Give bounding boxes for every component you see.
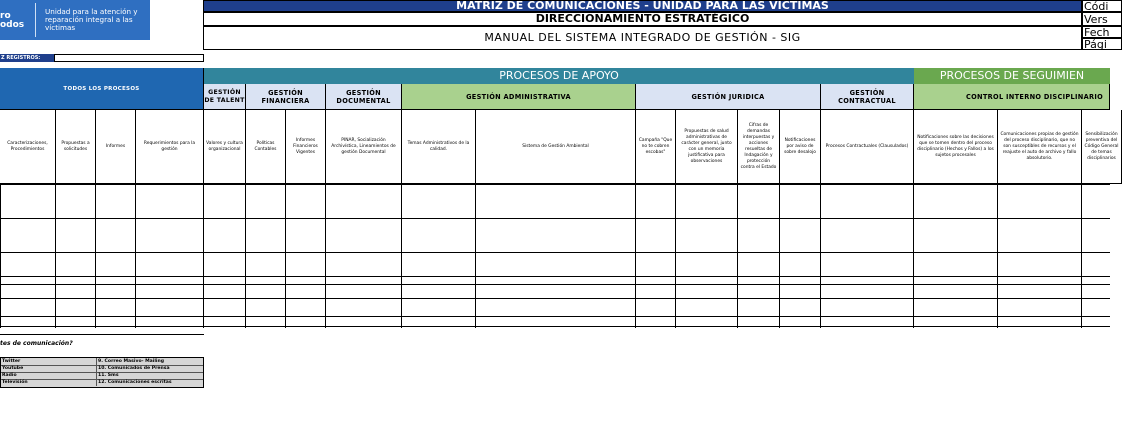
grid-column-line bbox=[1081, 184, 1082, 328]
logo-text-left: ro odos bbox=[0, 11, 25, 30]
grid-column-line bbox=[779, 184, 780, 328]
meta-page[interactable]: Pági bbox=[1082, 38, 1122, 50]
legend-item[interactable]: 12. Comunicaciones escritas bbox=[98, 380, 172, 385]
grid-column-line bbox=[475, 184, 476, 328]
meta-date[interactable]: Fech bbox=[1082, 26, 1122, 38]
grid-column-line bbox=[245, 184, 246, 328]
legend-item[interactable]: Twitter bbox=[1, 358, 97, 366]
grid-column-line bbox=[737, 184, 738, 328]
legend-item[interactable]: 11. Sms bbox=[97, 372, 203, 380]
subheader-cell[interactable]: PINAR, Socialización Archivística, Lineamientos de gestión Documental bbox=[326, 110, 402, 184]
subheader-cell[interactable]: Sistema de Gestión Ambiental bbox=[476, 110, 636, 184]
grid-row-line bbox=[0, 184, 1110, 185]
grid-row-line bbox=[0, 284, 1110, 285]
grid-column-line bbox=[95, 184, 96, 328]
grid-row-line bbox=[0, 326, 1110, 327]
logo bbox=[0, 0, 150, 40]
grid-row-line bbox=[0, 276, 1110, 277]
legend-item[interactable]: Televisión bbox=[1, 379, 97, 386]
grid-column-line bbox=[135, 184, 136, 328]
logo-text-right: Unidad para la atención y reparación integral a las víctimas bbox=[45, 7, 138, 32]
legend-item[interactable]: Youtube bbox=[1, 365, 97, 373]
meta-version[interactable]: Vers bbox=[1082, 12, 1122, 26]
group-juridica[interactable]: GESTIÓN JURIDICA bbox=[636, 84, 821, 110]
subheader-cell[interactable]: Cifras de demandas interpuestas y acciones resueltas de Indagación y protección contra el Estado bbox=[738, 110, 780, 184]
legend-item[interactable]: 10. Comunicados de Prensa bbox=[97, 365, 203, 373]
subheader-cell[interactable]: Propuestas de salud administrativas de carácter general, junto con un memoria justificativa para observaciones bbox=[676, 110, 738, 184]
grid-column-line bbox=[0, 184, 1, 328]
subheader-cell[interactable]: Caracterizaciones, Procedimientos bbox=[0, 110, 56, 184]
grid-row-line bbox=[0, 218, 1110, 219]
legend-title: tes de comunicación? bbox=[0, 340, 73, 347]
section-seguimiento[interactable]: PROCESOS DE SEGUIMIEN bbox=[914, 68, 1110, 84]
legend-divider bbox=[0, 334, 204, 335]
legend-item[interactable]: Radio bbox=[1, 372, 97, 380]
subheader-cell[interactable]: Temas Administrativos de la calidad. bbox=[402, 110, 476, 184]
group-financiera[interactable]: GESTIÓN FINANCIERA bbox=[246, 84, 326, 110]
grid-column-line bbox=[401, 184, 402, 328]
section-apoyo[interactable]: PROCESOS DE APOYO bbox=[204, 68, 914, 84]
subheader-cell[interactable]: Políticas Contables bbox=[246, 110, 286, 184]
group-contractual[interactable]: GESTIÓN CONTRACTUAL bbox=[821, 84, 914, 110]
group-administrativa[interactable]: GESTIÓN ADMINISTRATIVA bbox=[402, 84, 636, 110]
legend-item[interactable]: 9. Correo Masivo- Mailing bbox=[97, 358, 203, 366]
grid-column-line bbox=[635, 184, 636, 328]
legend-table bbox=[0, 357, 204, 388]
subheader-cell[interactable]: Propuestas a solicitudes bbox=[56, 110, 96, 184]
subheader-cell[interactable]: Campaña "Que no te cobren escobas" bbox=[636, 110, 676, 184]
grid-row-line bbox=[0, 252, 1110, 253]
registros-label: Z REGISTROS: bbox=[0, 54, 54, 62]
subheader-cell[interactable]: Comunicaciones propias de gestión del proceso disciplinario, que no son susceptibles de recursos y el reajuste el auto de archivo y fallo absolutorio. bbox=[998, 110, 1082, 184]
subheader-cell[interactable]: Requerimientos para la gestión bbox=[136, 110, 204, 184]
logo-divider bbox=[35, 3, 36, 37]
subheader-cell[interactable]: Informes Financieros Vigentes bbox=[286, 110, 326, 184]
registros-cell[interactable] bbox=[54, 54, 204, 62]
sheet-title[interactable]: MATRIZ DE COMUNICACIONES - UNIDAD PARA LAS VICTIMAS bbox=[203, 0, 1082, 12]
grid-row-line bbox=[0, 298, 1110, 299]
subheader-cell[interactable]: Notificaciones por aviso de sobre desalojo bbox=[780, 110, 821, 184]
grid-column-line bbox=[285, 184, 286, 328]
group-talento[interactable]: GESTIÓN DE TALENT bbox=[204, 84, 246, 110]
subheader-cell[interactable]: Procesos Contractuales (Clausulados) bbox=[821, 110, 914, 184]
grid-row-line bbox=[0, 316, 1110, 317]
grid-column-line bbox=[203, 184, 204, 328]
sheet-manual[interactable]: MANUAL DEL SISTEMA INTEGRADO DE GESTIÓN - SIG bbox=[203, 26, 1082, 50]
grid-column-line bbox=[55, 184, 56, 328]
subheader-cell[interactable]: Informes bbox=[96, 110, 136, 184]
sheet-subtitle[interactable]: DIRECCIONAMIENTO ESTRATÉGICO bbox=[203, 12, 1082, 26]
grid-column-line bbox=[913, 184, 914, 328]
grid-column-line bbox=[675, 184, 676, 328]
group-todos[interactable]: TODOS LOS PROCESOS bbox=[0, 68, 204, 110]
group-control-interno[interactable]: CONTROL INTERNO DISCIPLINARIO bbox=[914, 84, 1110, 110]
subheader-cell[interactable]: Sensibilización preventiva del Código General de temas disciplinarios bbox=[1082, 110, 1122, 184]
grid-column-line bbox=[997, 184, 998, 328]
grid-column-line bbox=[325, 184, 326, 328]
grid-column-line bbox=[820, 184, 821, 328]
group-documental[interactable]: GESTIÓN DOCUMENTAL bbox=[326, 84, 402, 110]
meta-code[interactable]: Códi bbox=[1082, 0, 1122, 12]
subheader-cell[interactable]: Notificaciones sobre las decisiones que se tomen dentro del proceso disciplinario (Hechos y Fallos) a los sujetos procesales bbox=[914, 110, 998, 184]
subheader-cell[interactable]: Valores y cultura organizacional bbox=[204, 110, 246, 184]
